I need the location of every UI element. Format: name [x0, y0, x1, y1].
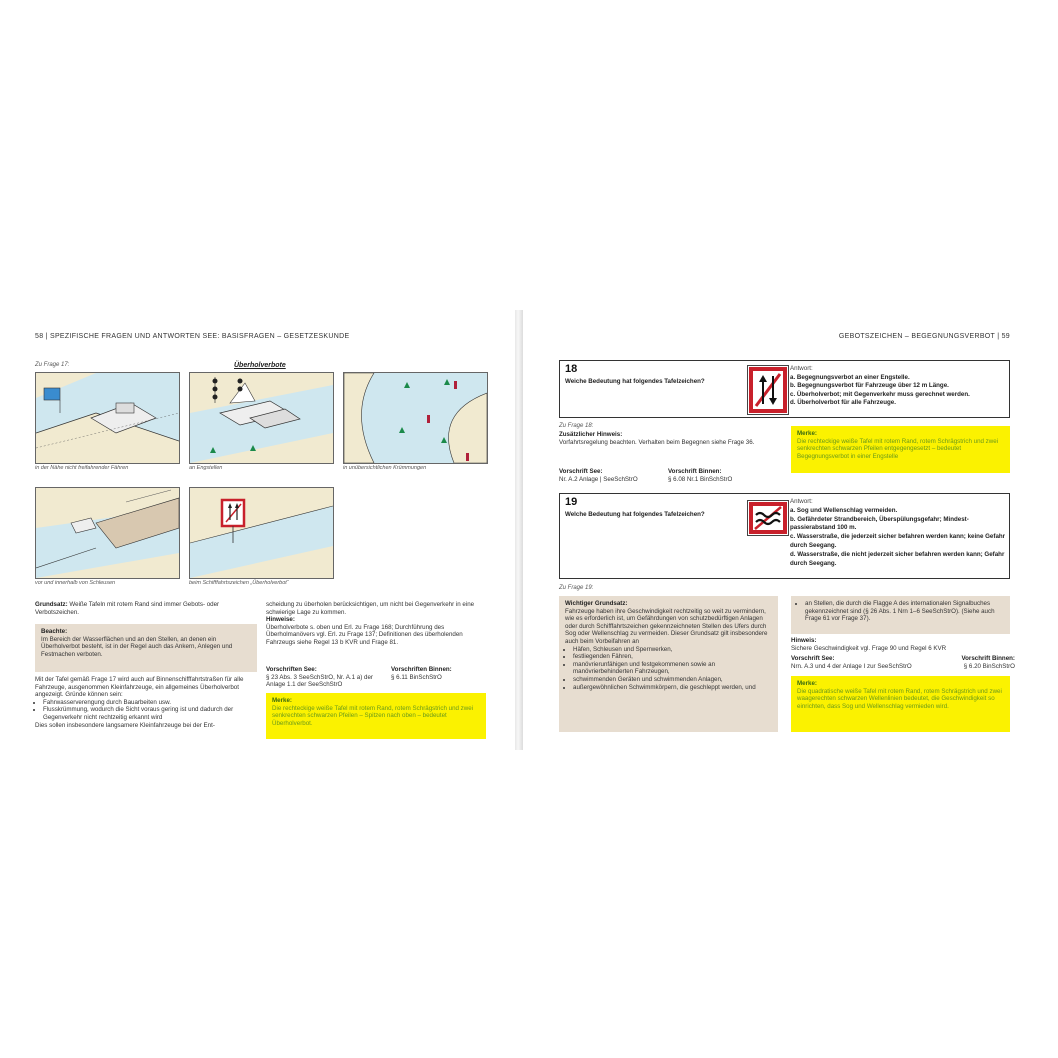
merke-head: Merke: — [272, 697, 292, 704]
grundsatz-head: Wichtiger Grundsatz: — [565, 600, 628, 607]
answer-letter: c. — [790, 533, 796, 541]
grundsatz-label: Grundsatz: — [35, 601, 68, 608]
vorschriften-binnen-head: Vorschriften Binnen: — [391, 666, 452, 673]
merke-head: Merke: — [797, 680, 817, 687]
answer-letter: a. — [790, 506, 796, 514]
merke-box-q18 — [791, 426, 1010, 473]
flagge-a-box — [791, 596, 1010, 634]
q18-vorschrift-see — [559, 468, 664, 483]
illustration-curves — [343, 372, 488, 464]
merke-box-left — [266, 693, 486, 739]
bullet-item: • Flusskrümmung, wodurch die Sicht voraus gering ist und dadurch der Gegenverkehr nicht rechtzeitig erkannt wird — [43, 706, 257, 721]
answer-option: Überholverbot für alle Fahrzeuge. — [797, 399, 896, 407]
figure-title: Überholverbote — [234, 362, 286, 369]
bullet-item: • festliegenden Fähren, — [573, 653, 772, 661]
merke-head: Merke: — [797, 430, 817, 437]
question-text: Welche Bedeutung hat folgendes Tafelzeichen? — [565, 511, 705, 518]
zu-frage-19: Zu Frage 19: — [559, 585, 594, 591]
bullet-item: • Häfen, Schleusen und Sperrwerken, — [573, 646, 772, 654]
question-text: Weiche Bedeutung hat folgendes Tafelzeichen? — [565, 378, 705, 385]
body-paragraph-end: Dies sollen insbesondere langsamere Kleinfahrzeuge bei der Ent- — [35, 721, 215, 729]
bullet-item: • an Stellen, die durch die Flagge A des internationalen Signalbuches gekennzeichnet sind (§ 26 Abs. 1 Nrn 1–6 SeeSchStrO). (Siehe auch Frage 61 vor Frage 37). — [805, 600, 1004, 623]
answer-letter: b. — [790, 515, 796, 523]
q18-hinweis — [559, 431, 781, 446]
illustration-lock — [35, 487, 180, 579]
body-text — [35, 676, 257, 729]
caption-overtaking-sign: beim Schifffahrtszeichen „Überholverbot“ — [189, 580, 289, 586]
merke-box-q19 — [791, 676, 1010, 732]
beachte-text: Im Bereich der Wasserflächen und an den Stellen, an denen ein Überholverbot besteht, ist in der Regel auch das Ankern, Anlegen und Festmachen verboten. — [41, 635, 233, 658]
caption-lock: vor und innerhalb von Schleusen — [35, 580, 116, 586]
answer-letter: a. — [790, 373, 796, 381]
wichtiger-grundsatz-box — [559, 596, 778, 732]
question-number: 18 — [565, 363, 578, 375]
q19-answers — [790, 498, 1008, 568]
book-spread — [25, 310, 1037, 750]
vorschriften-binnen — [391, 666, 491, 681]
beachte-box — [35, 624, 257, 672]
grundsatz-text: Weiße Tafeln mit rotem Rand sind immer Gebots- oder Verbotszeichen. — [35, 601, 220, 616]
grundsatz-text: Fahrzeuge haben ihre Geschwindigkeit rechtzeitig so weit zu vermindern, wie es erforderlich ist, um Gefährdungen von schutzbedürftigen Anlagen oder durch Schifffahrtszeichen gekennzeichneten Stellen des Ufers durch Sog oder Wellenschlag zu vermeiden. Dieser Grundsatz gilt insbesondere auch beim Vorbeifahren an — [565, 607, 768, 645]
answer-option: Wasserstraße, die nicht jederzeit sicher befahren werden kann; Gefahr durch Seegang. — [790, 550, 1005, 567]
question-18-box — [559, 360, 1010, 418]
answer-option: Sog und Wellenschlag vermeiden. — [796, 506, 898, 514]
antwort-label: Antwort: — [790, 498, 813, 505]
hinweise-text: Überholverbote s. oben und Erl. zu Frage 168; Durchführung des Überholmanövers vgl. Erl. zu Frage 137; Definitionen des überholenden Fahrzeugs siehe Regel 13 b KVR und Frage 81. — [266, 623, 463, 646]
hinweis-head: Hinweis: — [791, 637, 817, 644]
book-gutter — [515, 310, 523, 750]
body-paragraph: Mit der Tafel gemäß Frage 17 wird auch auf Binnenschifffahrtstraßen für alle Fahrzeuge, ausgenommen Kleinfahrzeuge, ein allgemeines Überholverbot angezeigt. Gründe können sein: — [35, 676, 244, 699]
vorschriften-binnen-text: § 6.11 BinSchStrO — [391, 673, 442, 681]
vorschrift-see-head: Vorschrift See: — [559, 468, 603, 475]
grundsatz-paragraph — [35, 601, 257, 616]
vorschrift-binnen-text: § 6.08 Nr.1 BinSchStrO — [668, 475, 733, 483]
hinweis-text: Vorfahrtsregelung beachten. Verhalten beim Begegnen siehe Frage 36. — [559, 438, 755, 446]
bullet-item: • außergewöhnlichen Schwimmkörpern, die geschleppt werden, und — [573, 684, 772, 692]
answer-letter: b. — [790, 382, 796, 390]
sign-sog-wellenschlag-icon — [747, 500, 789, 536]
illustration-overtaking-sign — [189, 487, 334, 579]
q19-vorschrift-see — [791, 655, 926, 670]
running-head-left: 58 | SPEZIFISCHE FRAGEN UND ANTWORTEN SEE: BASISFRAGEN – GESETZESKUNDE — [35, 333, 350, 340]
antwort-label: Antwort: — [790, 365, 813, 372]
left-page — [25, 310, 515, 750]
illustration-ferry — [35, 372, 180, 464]
vorschrift-binnen-head: Vorschrift Binnen: — [668, 468, 722, 475]
question-number: 19 — [565, 496, 578, 508]
vorschriften-see-text: § 23 Abs. 3 SeeSchStrO, Nr. A.1 a) der Anlage 1.1 der SeeSchStrO — [266, 673, 373, 689]
running-head-right: GEBOTSZEICHEN – BEGEGNUNGSVERBOT | 59 — [838, 333, 1010, 340]
vorschrift-see-text: Nrn. A.3 und 4 der Anlage I zur SeeSchStrO — [791, 662, 912, 670]
merke-text: Die quadratische weiße Tafel mit rotem Rand, rotem Schrägstrich und zwei waagerechten schwarzen Wellenlinien bedeutet, die Geschwindigkeit so einrichten, dass Sog und Wellenschlag vermieden wird. — [797, 687, 1002, 710]
hinweis-head: Zusätzlicher Hinweis: — [559, 431, 623, 438]
question-19-box — [559, 493, 1010, 579]
illustration-narrow-passage — [189, 372, 334, 464]
zu-frage-17: Zu Frage 17: — [35, 362, 70, 368]
answer-option: Begegnungsverbot an einer Engstelle. — [796, 373, 910, 381]
vorschrift-binnen-text: § 6.20 BinSchStrO — [963, 662, 1015, 670]
right-page — [523, 310, 1037, 750]
answer-option: Gefährdeter Strandbereich, Überspülungsgefahr; Mindest-passierabstand 100 m. — [790, 515, 969, 532]
vorschrift-see-head: Vorschrift See: — [791, 655, 835, 662]
sign-begegnungsverbot-icon — [747, 365, 789, 415]
vorschriften-see — [266, 666, 376, 689]
zu-frage-18: Zu Frage 18: — [559, 423, 594, 429]
answer-option: Überholverbot; mit Gegenverkehr muss gerechnet werden. — [796, 390, 970, 398]
beachte-head: Beachte: — [41, 628, 68, 635]
vorschrift-see-text: Nr. A.2 Anlage | SeeSchStrO — [559, 475, 638, 483]
vorschriften-see-head: Vorschriften See: — [266, 666, 317, 673]
q19-hinweis — [791, 637, 1010, 652]
answer-letter: c. — [790, 390, 796, 398]
hinweis-text: Sichere Geschwindigkeit vgl. Frage 90 und Regel 6 KVR — [791, 644, 947, 652]
merke-text: Die rechteckige weiße Tafel mit rotem Rand, rotem Schrägstrich und zwei senkrechten schwarzen Pfeilen entgegengesetzt – bedeutet Begegnungsverbot in einer Engstelle — [797, 437, 999, 460]
column2-text — [266, 601, 486, 647]
q18-vorschrift-binnen — [668, 468, 778, 483]
vorschrift-binnen-head: Vorschrift Binnen: — [961, 655, 1015, 662]
answer-option: Wasserstraße, die jederzeit sicher befahren werden kann; keine Gefahr durch Seegang. — [790, 533, 1006, 549]
q19-vorschrift-binnen — [935, 655, 1015, 670]
bullet-item: • Fahrwasserverengung durch Bauarbeiten usw. — [43, 699, 257, 707]
caption-ferry: in der Nähe nicht freifahrender Fähren — [35, 465, 129, 471]
bullet-item: • schwimmenden Geräten und schwimmenden Anlagen, — [573, 676, 772, 684]
answer-letter: d. — [790, 399, 796, 407]
bullet-item: • manövrierunfähigen und festgekommenen sowie an manövrierbehinderten Fahrzeugen, — [573, 661, 772, 676]
q18-answers — [790, 365, 1008, 408]
caption-narrow-passage: an Engstellen — [189, 465, 223, 471]
merke-text: Die rechteckige weiße Tafel mit rotem Rand, rotem Schrägstrich und zwei senkrechten schwarzen Pfeilen – Spitzen nach oben – bedeutet Überholverbot. — [272, 704, 474, 727]
hinweise-head: Hinweise: — [266, 616, 295, 624]
answer-letter: d. — [790, 550, 796, 558]
col2-paragraph: scheidung zu überholen berücksichtigen, um nicht bei Gegenverkehr in eine schwierige Lage zu kommen. — [266, 601, 475, 616]
answer-option: Begegnungsverbot für Fahrzeuge über 12 m Länge. — [797, 382, 949, 390]
caption-curves: in unübersichtlichen Krümmungen — [343, 465, 427, 471]
